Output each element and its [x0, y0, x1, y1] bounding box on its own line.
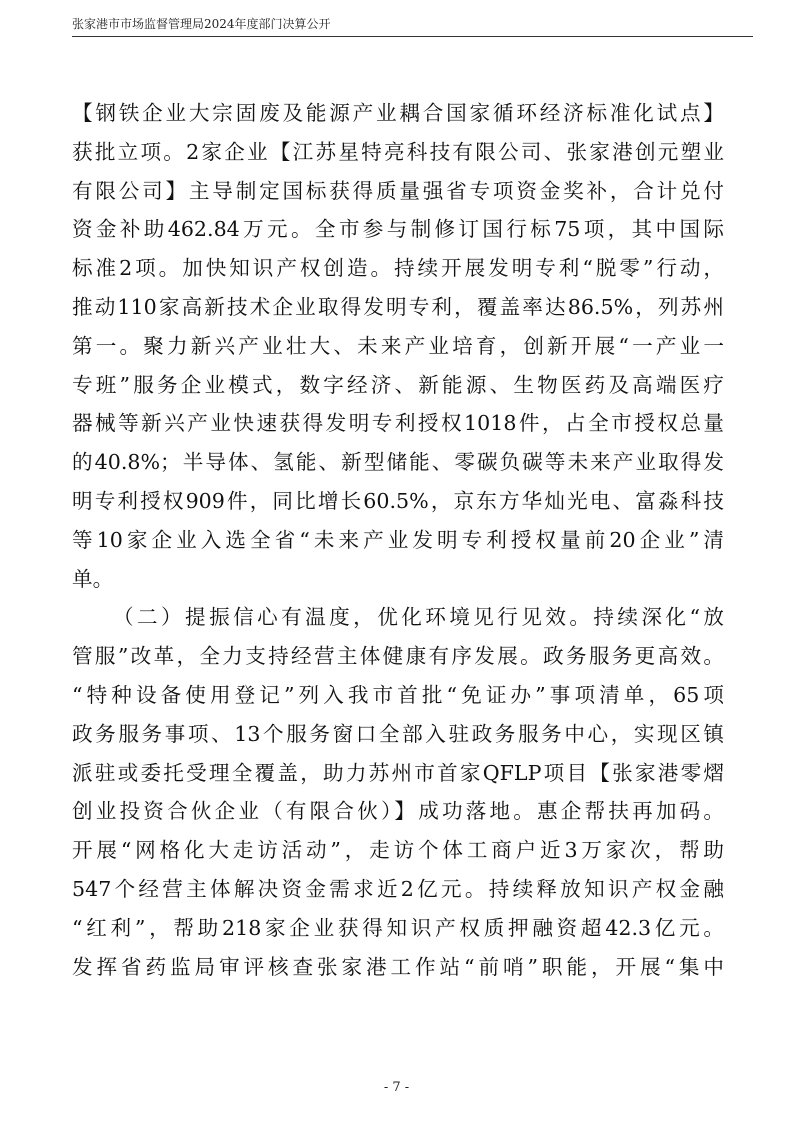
body-line: 推动110家高新技术企业取得发明专利，覆盖率达86.5%，列苏州 — [72, 294, 724, 319]
header-title: 张家港市市场监督管理局2024年度部门决算公开 — [72, 17, 331, 31]
body-line: 管服”改革，全力支持经营主体健康有序发展。政务服务更高效。 — [72, 644, 724, 669]
body-line: 资金补助462.84万元。全市参与制修订国行标75项，其中国际 — [72, 217, 724, 242]
body-line: 第一。聚力新兴产业壮大、未来产业培育，创新开展“一产业一 — [72, 333, 724, 358]
body-line: 开展“网格化大走访活动”，走访个体工商户近3万家次，帮助 — [72, 838, 724, 863]
section-heading-line: （二）提振信心有温度，优化环境见行见效。持续深化“放 — [113, 605, 724, 630]
body-line: “红利”，帮助218家企业获得知识产权质押融资超42.3亿元。 — [72, 915, 724, 940]
body-line: 发挥省药监局审评核查张家港工作站“前哨”职能，开展“集中 — [72, 954, 724, 979]
body-line: 等10家企业入选全省“未来产业发明专利授权量前20企业”清 — [72, 527, 724, 552]
body-line: 创业投资合伙企业（有限合伙）】成功落地。惠企帮扶再加码。 — [72, 799, 724, 824]
document-body — [72, 94, 724, 986]
body-line: 标准2项。加快知识产权创造。持续开展发明专利“脱零”行动， — [72, 256, 724, 281]
body-line: 有限公司】主导制定国标获得质量强省专项资金奖补，合计兑付 — [72, 178, 724, 203]
body-line: 547个经营主体解决资金需求近2亿元。持续释放知识产权金融 — [72, 876, 724, 901]
page-header — [72, 12, 753, 37]
body-line: 获批立项。2家企业【江苏星特亮科技有限公司、张家港创元塑业 — [72, 139, 724, 164]
page-number: - 7 - — [383, 1080, 410, 1095]
body-line: 明专利授权909件，同比增长60.5%，京东方华灿光电、富淼科技 — [72, 488, 724, 513]
body-line: 单。 — [72, 566, 114, 591]
body-line: 派驻或委托受理全覆盖，助力苏州市首家QFLP项目【张家港零熠 — [72, 760, 724, 785]
body-line: 器械等新兴产业快速获得发明专利授权1018件，占全市授权总量 — [72, 411, 724, 436]
body-line: 政务服务事项、13个服务窗口全部入驻政务服务中心，实现区镇 — [72, 721, 724, 746]
body-line: 专班”服务企业模式，数字经济、新能源、生物医药及高端医疗 — [72, 372, 724, 397]
body-line: “特种设备使用登记”列入我市首批“免证办”事项清单，65项 — [72, 682, 724, 707]
body-line: 的40.8%；半导体、氢能、新型储能、零碳负碳等未来产业取得发 — [72, 450, 724, 475]
body-line: 【钢铁企业大宗固废及能源产业耦合国家循环经济标准化试点】 — [72, 101, 724, 125]
